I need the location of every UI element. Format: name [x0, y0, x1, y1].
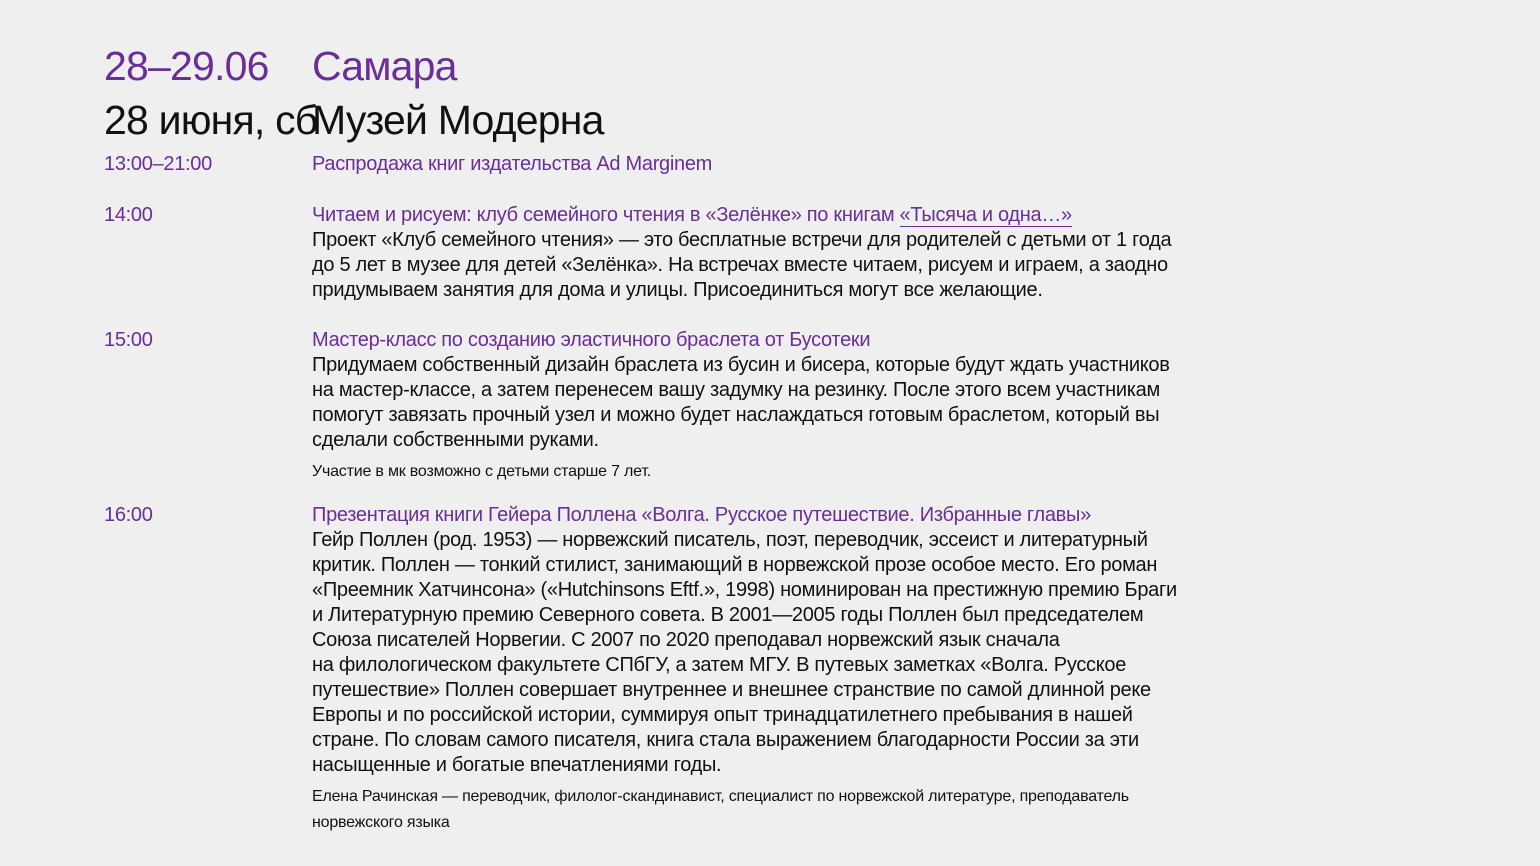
- city-name: Самара: [312, 43, 457, 89]
- book-link[interactable]: «Тысяча и одна…»: [899, 204, 1072, 226]
- event-description: [312, 528, 1177, 778]
- event-dates: 28–29.06: [104, 43, 269, 89]
- description-line: критик. Поллен — тонкий стилист, занимающий в норвежской прозе особое место. Его роман: [312, 554, 1158, 576]
- event-time: 14:00: [104, 204, 153, 226]
- event-title: Мастер-класс по созданию эластичного браслета от Бусотеки: [312, 329, 871, 351]
- event-content: [312, 152, 1132, 177]
- description-line: «Преемник Хатчинсона» («Hutchinsons Eftf.», 1998) номинирован на престижную премию Браги: [312, 579, 1177, 601]
- event-title: [312, 203, 1132, 228]
- note-line: Елена Рачинская — переводчик, филолог-скандинавист, специалист по норвежской литературе, преподаватель: [312, 788, 1129, 805]
- description-line: придумываем занятия для дома и улицы. Присоединиться могут все желающие.: [312, 279, 1043, 301]
- note-line: Участие в мк возможно с детьми старше 7 лет.: [312, 463, 651, 480]
- event-title: Распродажа книг издательства Ad Marginem: [312, 153, 713, 175]
- event-time: 16:00: [104, 504, 153, 526]
- event-content: [312, 328, 1170, 485]
- description-line: на филологическом факультете СПбГУ, а затем МГУ. В путевых заметках «Волга. Русское: [312, 654, 1127, 676]
- event-title: Презентация книги Гейера Поллена «Волга. Русское путешествие. Избранные главы»: [312, 504, 1091, 526]
- event-description: [312, 353, 1170, 453]
- day-label: 28 июня, сб: [104, 97, 318, 143]
- description-line: помогут завязать прочный узел и можно будет наслаждаться готовым браслетом, который вы: [312, 404, 1160, 426]
- description-line: на мастер-классе, а затем перенесем вашу задумку на резинку. После этого всем участникам: [312, 379, 1160, 401]
- event-time: 15:00: [104, 329, 153, 351]
- event-note: [312, 459, 1132, 485]
- event-content: [312, 203, 1172, 303]
- description-line: сделали собственными руками.: [312, 429, 599, 451]
- description-line: насыщенные и богатые впечатлениями годы.: [312, 754, 722, 776]
- event-title-text: Читаем и рисуем: клуб семейного чтения в «Зелёнке» по книгам: [312, 204, 900, 226]
- description-line: Союза писателей Норвегии. С 2007 по 2020 преподавал норвежский язык сначала: [312, 629, 1060, 651]
- description-line: Проект «Клуб семейного чтения» — это бесплатные встречи для родителей с детьми от 1 года: [312, 229, 1172, 251]
- description-line: стране. По словам самого писателя, книга стала выражением благодарности России за эти: [312, 729, 1139, 751]
- description-line: Европы и по российской истории, суммируя опыт тринадцатилетнего пребывания в нашей: [312, 704, 1133, 726]
- note-line: норвежского языка: [312, 814, 450, 831]
- event-description: [312, 228, 1172, 303]
- event-content: [312, 503, 1177, 836]
- venue-name: Музей Модерна: [312, 97, 604, 143]
- event-time: 13:00–21:00: [104, 153, 212, 175]
- description-line: и Литературную премию Северного совета. В 2001—2005 годы Поллен был председателем: [312, 604, 1144, 626]
- description-line: Придумаем собственный дизайн браслета из бусин и бисера, которые будут ждать участников: [312, 354, 1170, 376]
- description-line: до 5 лет в музее для детей «Зелёнка». На встречах вместе читаем, рисуем и играем, а заодно: [312, 254, 1168, 276]
- event-note: [312, 784, 1132, 836]
- description-line: Гейр Поллен (род. 1953) — норвежский писатель, поэт, переводчик, эссеист и литературный: [312, 529, 1148, 551]
- description-line: путешествие» Поллен совершает внутреннее и внешнее странствие по самой длинной реке: [312, 679, 1151, 701]
